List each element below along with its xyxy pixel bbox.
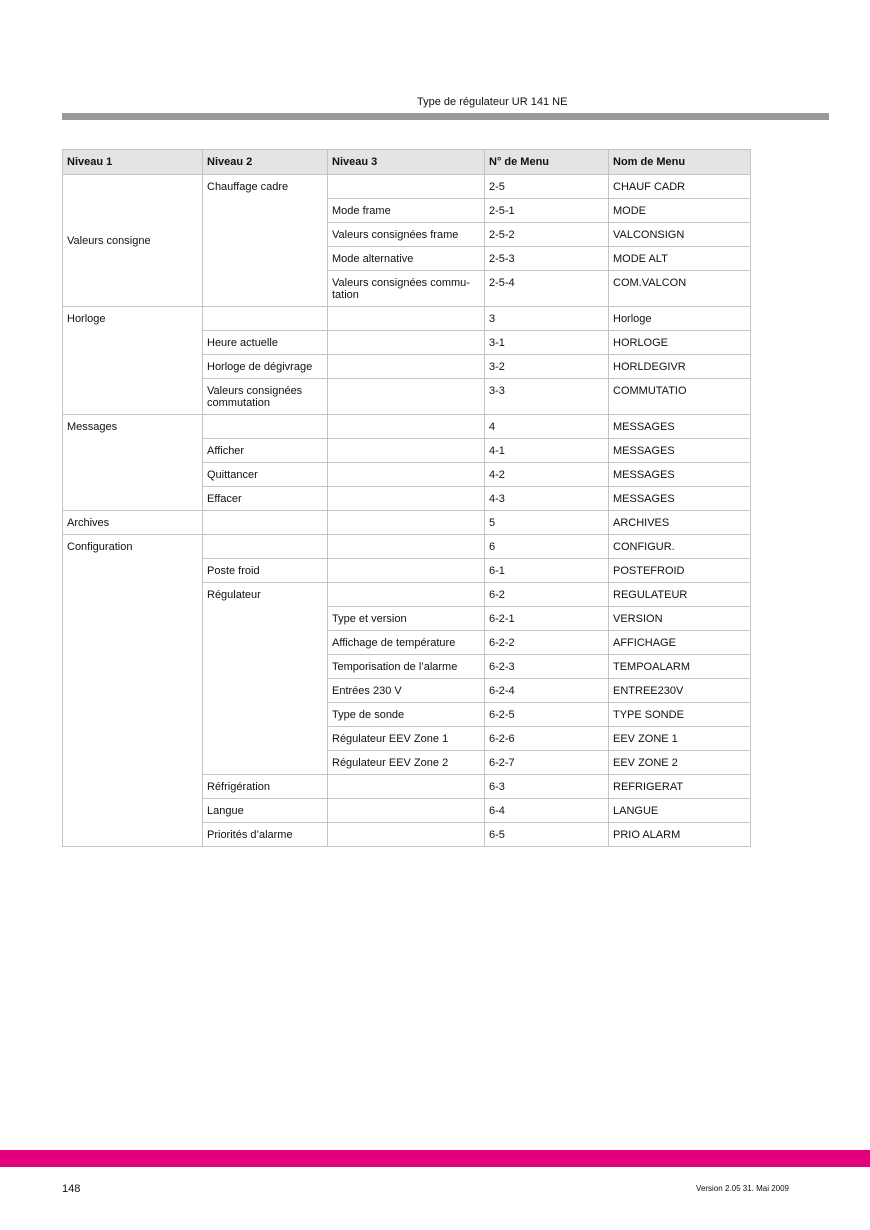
menu-name-cell: EEV ZONE 2 [609,751,751,775]
level2-cell: Langue [203,799,328,823]
table-row [63,535,751,559]
menu-number-cell: 5 [485,511,609,535]
table-row [63,175,751,199]
level2-cell [203,307,328,331]
level3-cell: Mode frame [328,199,485,223]
column-header: Niveau 1 [63,150,203,175]
menu-number-cell: 6-2-3 [485,655,609,679]
level1-cell: Valeurs consigne [63,175,203,307]
page-number: 148 [62,1183,81,1195]
menu-name-cell: COM.VALCON [609,271,751,307]
menu-name-cell: CONFIGUR. [609,535,751,559]
level2-cell: Priorités d’alarme [203,823,328,847]
column-header: Nom de Menu [609,150,751,175]
menu-number-cell: 4-2 [485,463,609,487]
menu-number-cell: 2-5 [485,175,609,199]
level2-cell: Effacer [203,487,328,511]
menu-name-cell: REGULATEUR [609,583,751,607]
menu-name-cell: REFRIGERAT [609,775,751,799]
menu-number-cell: 6-5 [485,823,609,847]
level3-cell [328,775,485,799]
level2-cell: Chauffage cadre [203,175,328,307]
menu-name-cell: VERSION [609,607,751,631]
menu-name-cell: MESSAGES [609,415,751,439]
menu-name-cell: ENTREE230V [609,679,751,703]
menu-name-cell: POSTEFROID [609,559,751,583]
menu-number-cell: 4-3 [485,487,609,511]
level2-cell: Afficher [203,439,328,463]
menu-name-cell: TEMPOALARM [609,655,751,679]
table-row [63,415,751,439]
column-header: N° de Menu [485,150,609,175]
menu-number-cell: 6-2-5 [485,703,609,727]
level2-cell [203,415,328,439]
level3-cell [328,331,485,355]
level1-cell: Configuration [63,535,203,847]
level3-cell [328,583,485,607]
level3-cell [328,487,485,511]
level3-cell [328,799,485,823]
menu-number-cell: 6-4 [485,799,609,823]
menu-name-cell: HORLOGE [609,331,751,355]
level3-cell: Type et version [328,607,485,631]
menu-number-cell: 4-1 [485,439,609,463]
level3-cell [328,535,485,559]
menu-number-cell: 6-1 [485,559,609,583]
menu-number-cell: 6 [485,535,609,559]
level3-cell: Affichage de température [328,631,485,655]
level3-cell [328,415,485,439]
table-row [63,511,751,535]
level2-cell [203,511,328,535]
menu-name-cell: MESSAGES [609,463,751,487]
version-date: Version 2.05 31. Mai 2009 [696,1184,789,1193]
level2-cell: Heure actuelle [203,331,328,355]
menu-number-cell: 3-1 [485,331,609,355]
menu-number-cell: 3-2 [485,355,609,379]
table-header-row [63,150,751,175]
menu-name-cell: TYPE SONDE [609,703,751,727]
menu-name-cell: AFFICHAGE [609,631,751,655]
menu-number-cell: 2-5-2 [485,223,609,247]
menu-number-cell: 6-2 [485,583,609,607]
header-rule [62,113,829,120]
level3-cell: Mode alternative [328,247,485,271]
level3-cell [328,379,485,415]
level2-cell: Valeurs consignées commutation [203,379,328,415]
menu-name-cell: MODE [609,199,751,223]
level3-cell: Entrées 230 V [328,679,485,703]
menu-name-cell: COMMUTATIO [609,379,751,415]
column-header: Niveau 3 [328,150,485,175]
menu-name-cell: ARCHIVES [609,511,751,535]
menu-number-cell: 3-3 [485,379,609,415]
level2-cell: Poste froid [203,559,328,583]
level3-cell: Valeurs consignées frame [328,223,485,247]
menu-name-cell: MESSAGES [609,487,751,511]
menu-name-cell: HORLDEGIVR [609,355,751,379]
menu-name-cell: MODE ALT [609,247,751,271]
level2-cell: Réfrigération [203,775,328,799]
footer-accent-bar [0,1150,870,1167]
menu-number-cell: 6-2-6 [485,727,609,751]
table-row [63,307,751,331]
level1-cell: Archives [63,511,203,535]
level3-cell: Régulateur EEV Zone 2 [328,751,485,775]
level3-cell: Temporisation de l’alarme [328,655,485,679]
level3-cell [328,463,485,487]
document-title: Type de régulateur UR 141 NE [417,96,568,108]
level3-cell [328,439,485,463]
level3-cell: Régulateur EEV Zone 1 [328,727,485,751]
level2-cell [203,535,328,559]
level3-cell [328,175,485,199]
level3-cell [328,823,485,847]
menu-number-cell: 6-2-7 [485,751,609,775]
menu-number-cell: 6-3 [485,775,609,799]
menu-name-cell: LANGUE [609,799,751,823]
level2-cell: Régulateur [203,583,328,775]
level3-cell: Valeurs consignées commu-tation [328,271,485,307]
menu-number-cell: 2-5-1 [485,199,609,223]
level2-cell: Horloge de dégivrage [203,355,328,379]
level1-cell: Messages [63,415,203,511]
menu-name-cell: PRIO ALARM [609,823,751,847]
menu-name-cell: CHAUF CADR [609,175,751,199]
menu-number-cell: 2-5-4 [485,271,609,307]
menu-number-cell: 6-2-2 [485,631,609,655]
menu-name-cell: MESSAGES [609,439,751,463]
menu-name-cell: EEV ZONE 1 [609,727,751,751]
menu-name-cell: VALCONSIGN [609,223,751,247]
level3-cell [328,307,485,331]
column-header: Niveau 2 [203,150,328,175]
level3-cell [328,511,485,535]
level2-cell: Quittancer [203,463,328,487]
menu-structure-table [62,149,751,847]
menu-number-cell: 2-5-3 [485,247,609,271]
level1-cell: Horloge [63,307,203,415]
level3-cell [328,559,485,583]
menu-number-cell: 6-2-4 [485,679,609,703]
menu-number-cell: 6-2-1 [485,607,609,631]
menu-name-cell: Horloge [609,307,751,331]
menu-number-cell: 4 [485,415,609,439]
menu-number-cell: 3 [485,307,609,331]
level3-cell [328,355,485,379]
level3-cell: Type de sonde [328,703,485,727]
